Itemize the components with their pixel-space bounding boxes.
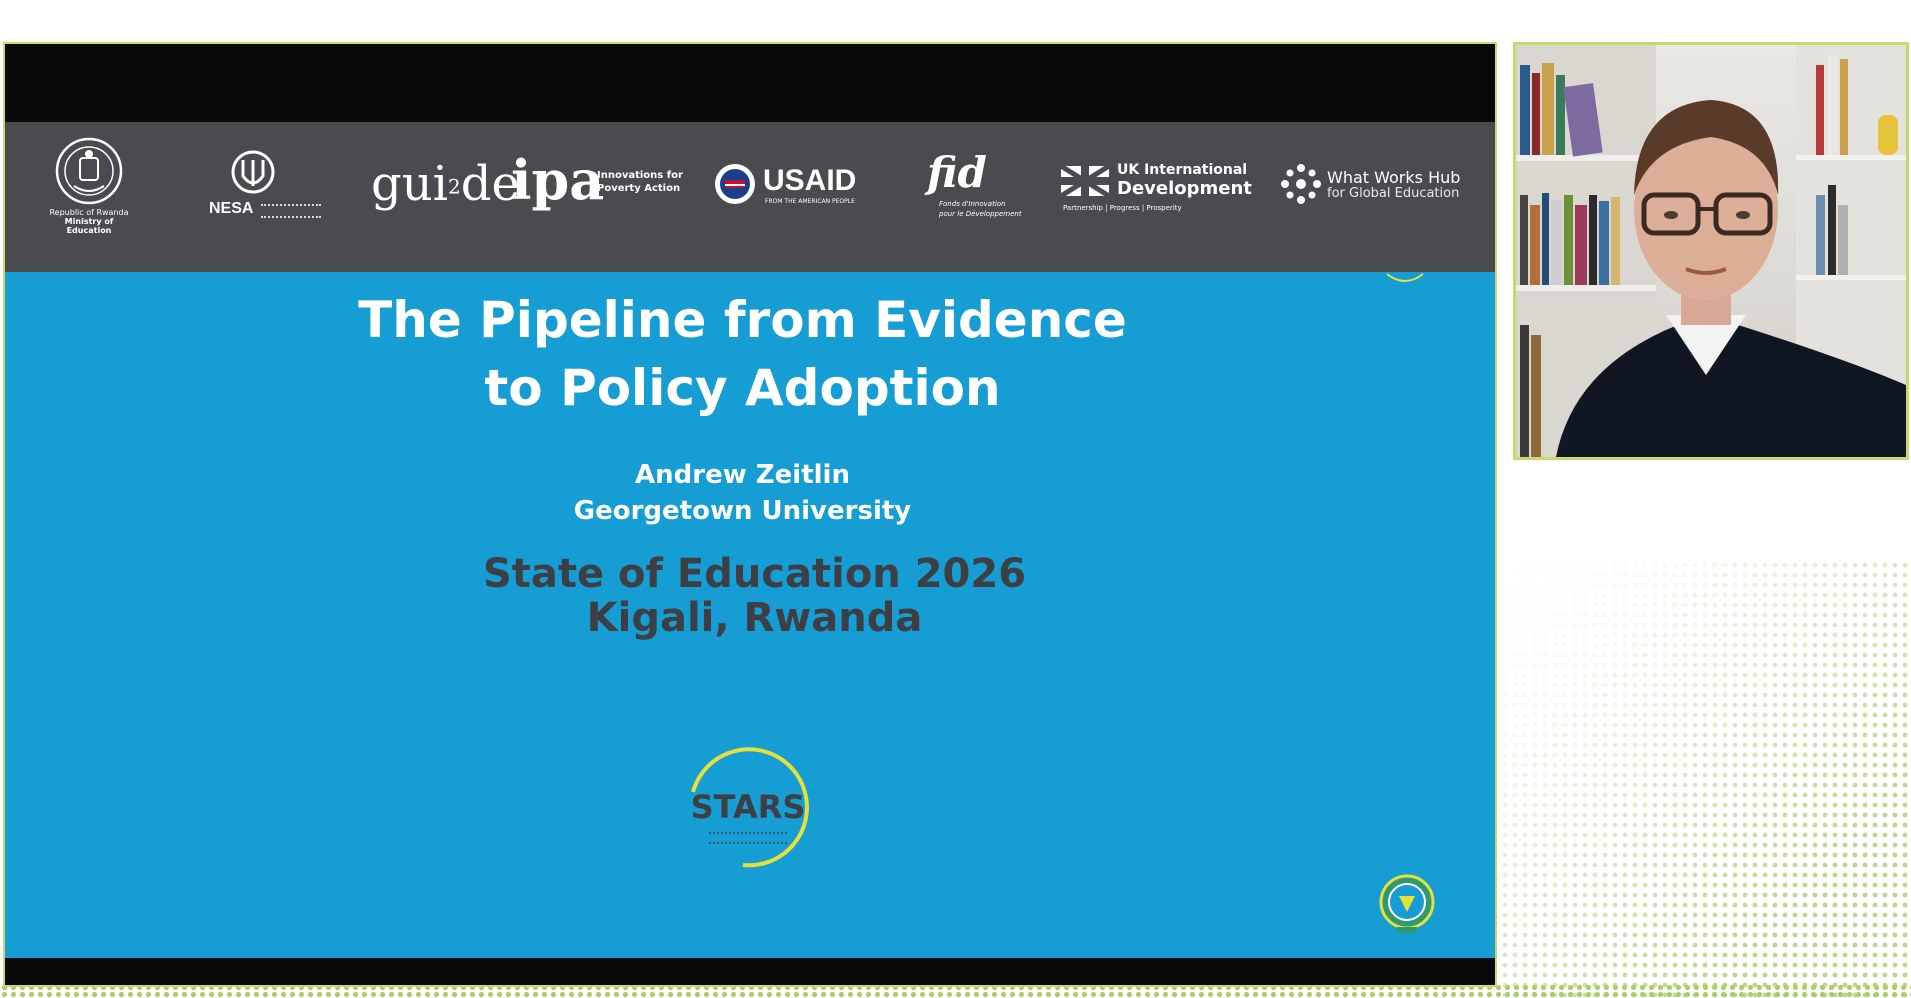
fid-logo	[927, 148, 1022, 228]
fid-wordmark: fid	[927, 148, 987, 197]
uk-international-development-logo	[1061, 162, 1252, 222]
stars-tagline	[709, 832, 787, 844]
gui2de-wordmark-a: gui	[371, 156, 448, 212]
event-location: Kigali, Rwanda	[586, 595, 923, 641]
speaker-webcam-tile	[1513, 42, 1909, 460]
fid-tagline-1: Fonds d'Innovation	[939, 200, 1006, 208]
decorative-dot-pattern	[1500, 560, 1911, 998]
speaker-video-frame	[1516, 45, 1906, 457]
ipa-tagline-2: Poverty Action	[597, 183, 681, 194]
ipa-tagline-1: Innovations for	[597, 170, 683, 181]
nesa-tagline	[261, 204, 321, 218]
what-works-hub-logo	[1279, 162, 1479, 212]
decorative-arc-icon	[1385, 272, 1425, 286]
gui2de-logo	[371, 156, 520, 212]
ipa-logo	[511, 150, 681, 220]
ukid-tagline: Partnership | Progress | Prosperity	[1063, 204, 1182, 212]
wwh-wordmark-2: for Global Education	[1327, 186, 1460, 201]
presenter-name: Andrew Zeitlin	[635, 460, 850, 490]
usaid-tagline: FROM THE AMERICAN PEOPLE	[765, 198, 855, 205]
rwanda-logo-line2: Ministry of Education	[64, 217, 114, 235]
rwanda-seal-icon	[54, 136, 124, 206]
union-flag-icon	[1061, 166, 1109, 196]
rwanda-logo-line1: Republic of Rwanda	[49, 208, 129, 217]
rwanda-ministry-logo	[41, 136, 137, 236]
slide-content-area	[5, 272, 1495, 962]
nesa-logo	[205, 150, 325, 230]
event-name: State of Education 2026	[482, 551, 1027, 597]
nesa-emblem-icon	[229, 150, 277, 198]
wwh-wordmark-1: What Works Hub	[1327, 168, 1461, 187]
ukid-wordmark-2: Development	[1117, 178, 1252, 199]
shared-screen-slide	[3, 42, 1497, 987]
stars-wordmark: STARS	[690, 788, 806, 826]
usaid-seal-icon	[713, 162, 757, 206]
gui2de-superscript: 2	[448, 174, 461, 199]
what-works-hub-emblem-icon	[1279, 162, 1323, 206]
slide-title-line-2: to Policy Adoption	[484, 359, 1001, 417]
gui2de-wordmark-b: de	[460, 156, 520, 212]
slide-bottom-letterbox	[5, 958, 1495, 985]
rwanda-coat-of-arms-icon	[1377, 872, 1437, 938]
slide-top-letterbox	[5, 44, 1495, 122]
ukid-wordmark-1: UK International	[1117, 162, 1248, 178]
usaid-wordmark: USAID	[763, 164, 857, 197]
presenter-affiliation: Georgetown University	[573, 496, 912, 526]
nesa-wordmark: NESA	[209, 200, 254, 217]
ipa-wordmark: ipa	[511, 148, 605, 212]
fid-tagline-2: pour le Développement	[939, 210, 1022, 218]
stars-logo	[673, 732, 823, 882]
usaid-logo	[713, 162, 873, 212]
slide-title-line-1: The Pipeline from Evidence	[358, 291, 1127, 349]
partner-logo-bar	[5, 122, 1495, 272]
